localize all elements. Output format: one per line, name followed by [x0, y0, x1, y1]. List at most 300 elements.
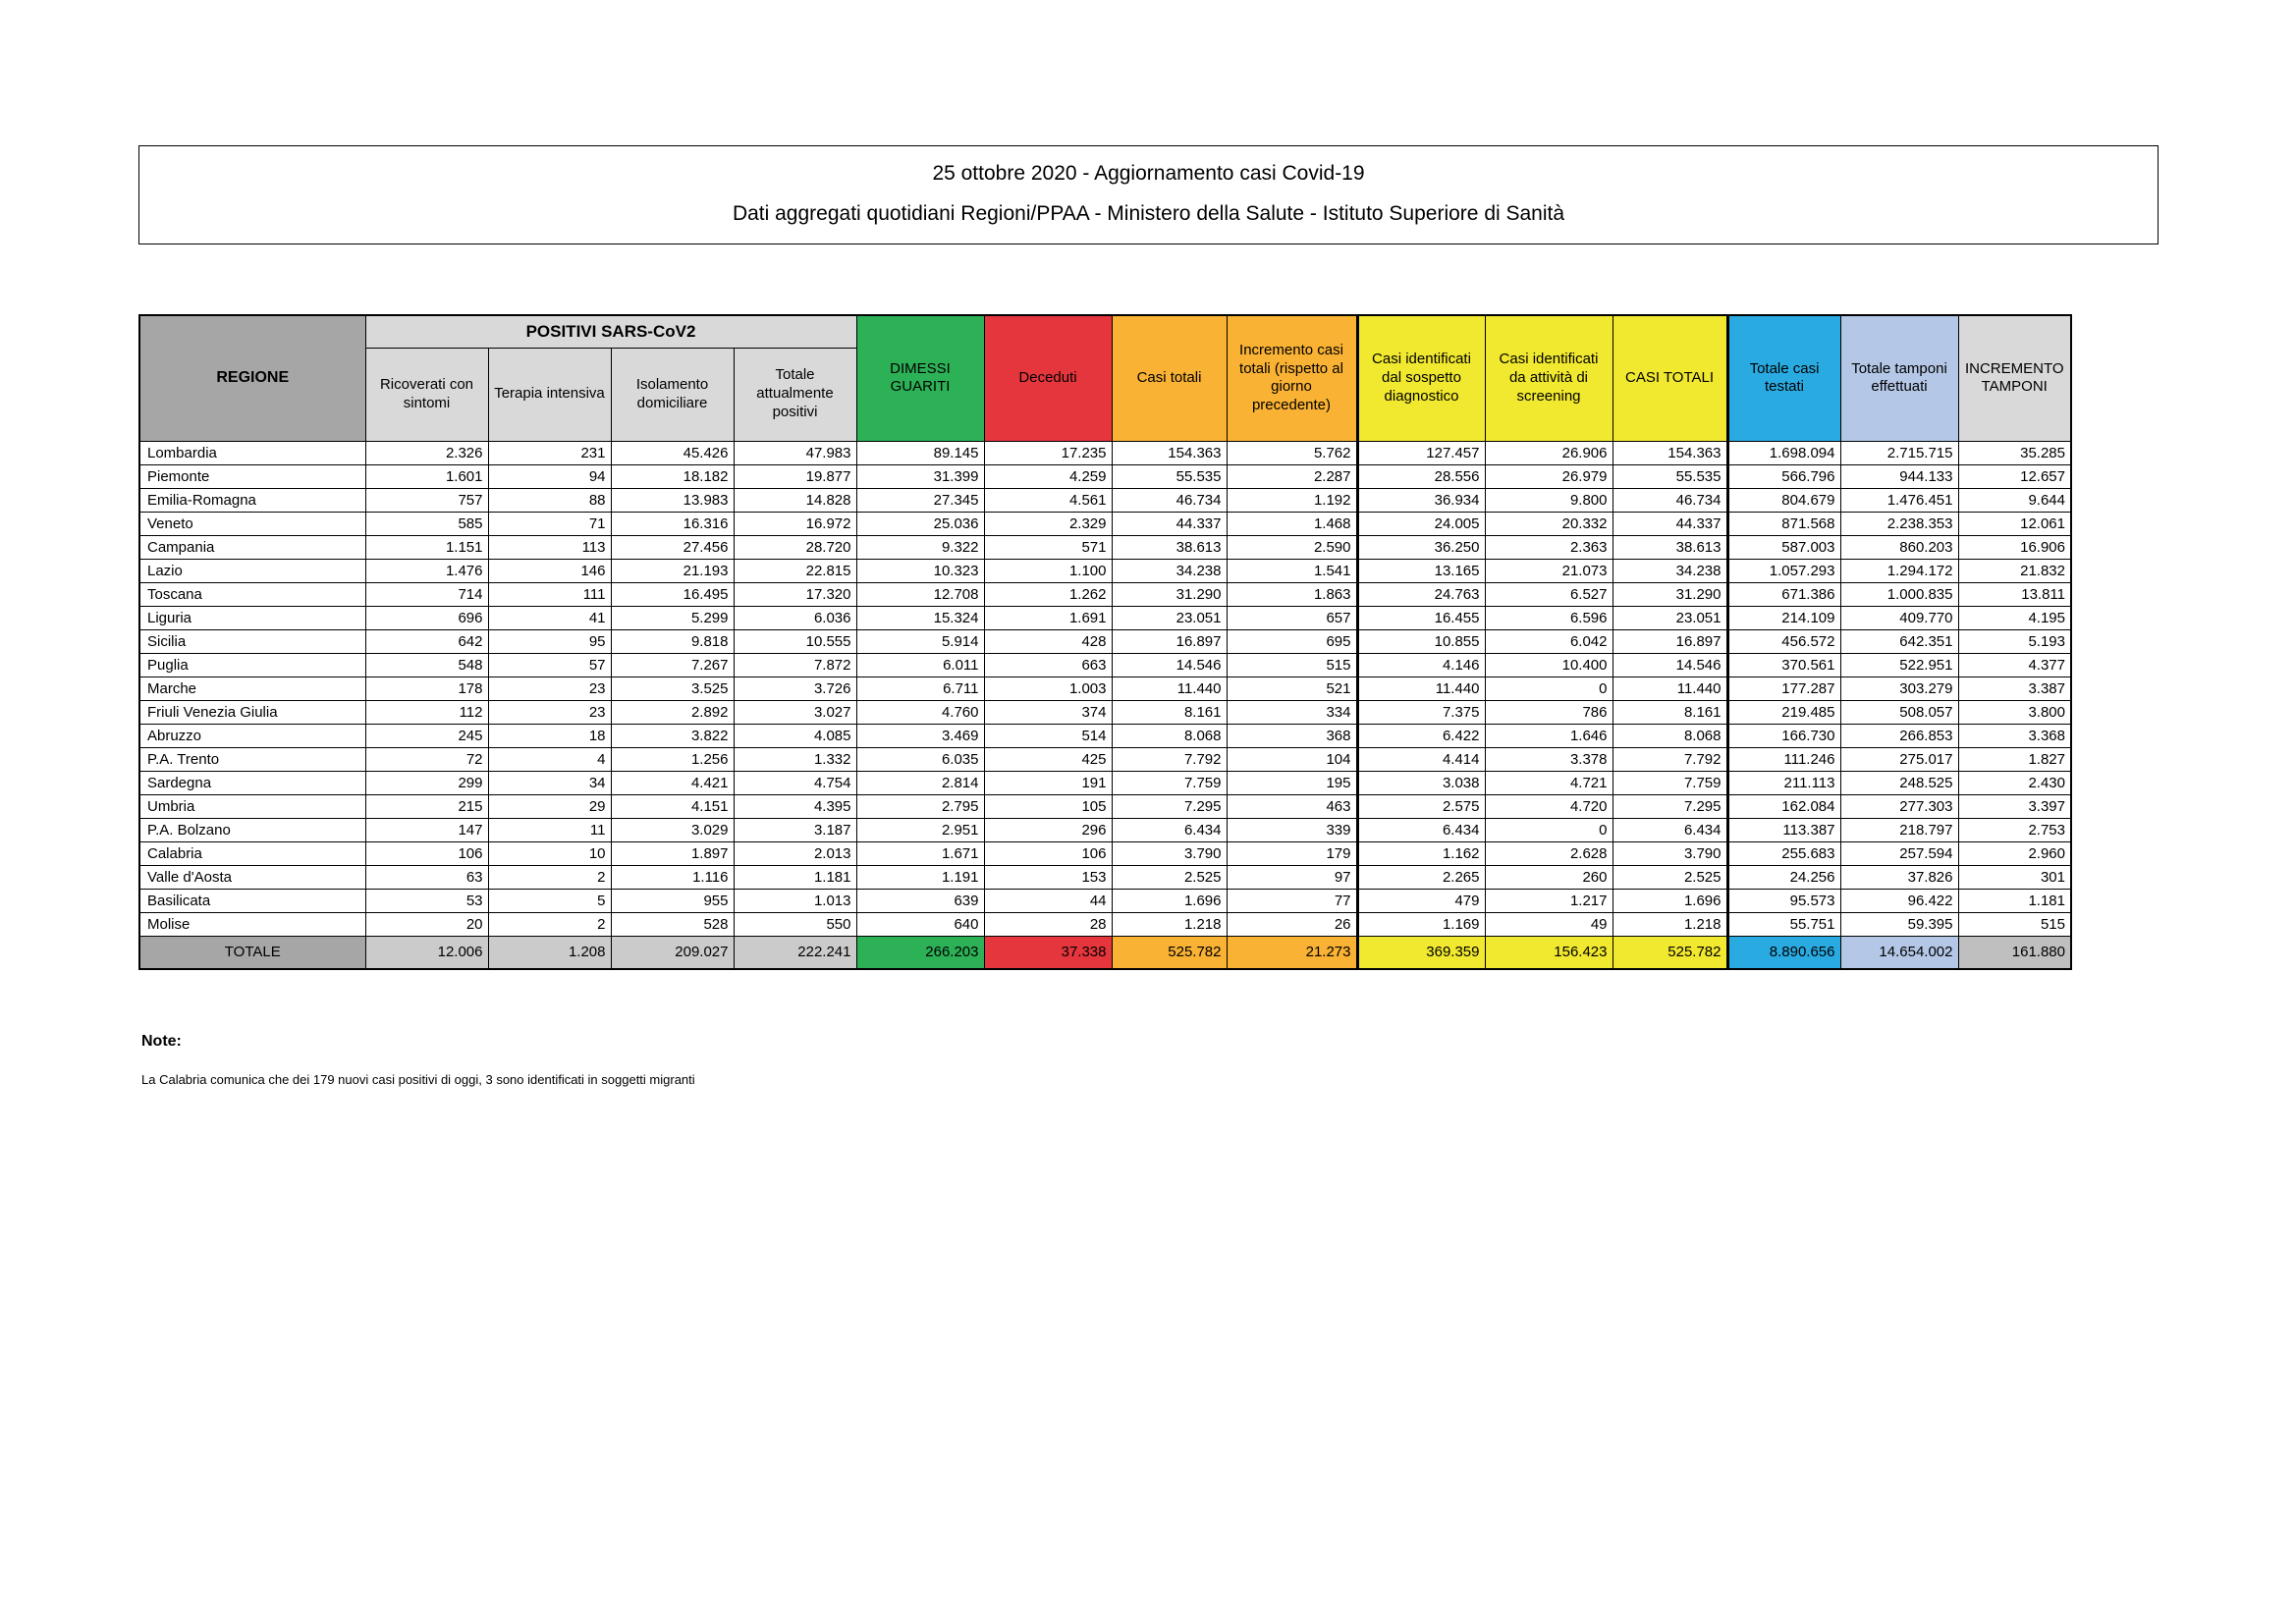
data-cell: 46.734: [1613, 488, 1727, 512]
data-cell: 3.027: [734, 700, 856, 724]
table-row: [139, 889, 2071, 912]
data-cell: 6.036: [734, 606, 856, 629]
data-cell: 106: [365, 841, 488, 865]
data-cell: 1.294.172: [1840, 559, 1958, 582]
data-cell: 6.035: [856, 747, 984, 771]
data-cell: 231: [488, 441, 611, 464]
region-name: Piemonte: [139, 464, 365, 488]
data-cell: 1.181: [1958, 889, 2071, 912]
data-cell: 31.290: [1613, 582, 1727, 606]
data-cell: 127.457: [1357, 441, 1485, 464]
data-cell: 1.218: [1613, 912, 1727, 936]
data-cell: 191: [984, 771, 1112, 794]
data-cell: 218.797: [1840, 818, 1958, 841]
data-cell: 214.109: [1727, 606, 1840, 629]
data-cell: 18: [488, 724, 611, 747]
region-name: Valle d'Aosta: [139, 865, 365, 889]
table-row: [139, 488, 2071, 512]
data-cell: 24.763: [1357, 582, 1485, 606]
data-cell: 5.762: [1227, 441, 1357, 464]
data-cell: 2.525: [1112, 865, 1227, 889]
region-name: Campania: [139, 535, 365, 559]
notes-section: [141, 1033, 695, 1087]
data-cell: 4.146: [1357, 653, 1485, 677]
data-cell: 13.811: [1958, 582, 2071, 606]
region-name: Calabria: [139, 841, 365, 865]
data-cell: 16.897: [1613, 629, 1727, 653]
data-cell: 2.892: [611, 700, 734, 724]
data-cell: 1.192: [1227, 488, 1357, 512]
data-cell: 16.972: [734, 512, 856, 535]
data-cell: 195: [1227, 771, 1357, 794]
data-cell: 2.795: [856, 794, 984, 818]
data-cell: 4.754: [734, 771, 856, 794]
table-row: [139, 677, 2071, 700]
data-cell: 515: [1958, 912, 2071, 936]
data-cell: 2.013: [734, 841, 856, 865]
data-cell: 508.057: [1840, 700, 1958, 724]
table-row: [139, 606, 2071, 629]
data-cell: 111: [488, 582, 611, 606]
data-cell: 36.934: [1357, 488, 1485, 512]
data-cell: 10.855: [1357, 629, 1485, 653]
col-header-deceduti: Deceduti: [984, 315, 1112, 441]
data-cell: 6.434: [1357, 818, 1485, 841]
table-row: [139, 724, 2071, 747]
data-cell: 20: [365, 912, 488, 936]
totals-cell: 156.423: [1485, 936, 1613, 969]
data-cell: 370.561: [1727, 653, 1840, 677]
data-cell: 166.730: [1727, 724, 1840, 747]
data-cell: 154.363: [1112, 441, 1227, 464]
data-cell: 46.734: [1112, 488, 1227, 512]
data-cell: 2.960: [1958, 841, 2071, 865]
data-cell: 3.397: [1958, 794, 2071, 818]
data-cell: 2: [488, 912, 611, 936]
data-cell: 77: [1227, 889, 1357, 912]
data-cell: 55.535: [1613, 464, 1727, 488]
data-cell: 88: [488, 488, 611, 512]
data-cell: 34: [488, 771, 611, 794]
data-cell: 4.561: [984, 488, 1112, 512]
data-cell: 11: [488, 818, 611, 841]
data-cell: 1.151: [365, 535, 488, 559]
data-cell: 1.003: [984, 677, 1112, 700]
col-header-ricoverati: Ricoverati con sintomi: [365, 348, 488, 441]
data-cell: 27.345: [856, 488, 984, 512]
data-cell: 1.013: [734, 889, 856, 912]
totals-cell: 21.273: [1227, 936, 1357, 969]
data-cell: 255.683: [1727, 841, 1840, 865]
data-cell: 550: [734, 912, 856, 936]
data-cell: 1.100: [984, 559, 1112, 582]
totals-cell: 369.359: [1357, 936, 1485, 969]
data-cell: 7.295: [1613, 794, 1727, 818]
data-cell: 1.691: [984, 606, 1112, 629]
data-cell: 6.042: [1485, 629, 1613, 653]
data-cell: 944.133: [1840, 464, 1958, 488]
data-cell: 456.572: [1727, 629, 1840, 653]
data-cell: 211.113: [1727, 771, 1840, 794]
data-cell: 13.983: [611, 488, 734, 512]
data-cell: 8.161: [1112, 700, 1227, 724]
data-cell: 5.193: [1958, 629, 2071, 653]
data-cell: 35.285: [1958, 441, 2071, 464]
data-cell: 16.316: [611, 512, 734, 535]
data-cell: 26.906: [1485, 441, 1613, 464]
region-name: Liguria: [139, 606, 365, 629]
data-cell: 3.790: [1112, 841, 1227, 865]
data-cell: 12.708: [856, 582, 984, 606]
data-cell: 1.057.293: [1727, 559, 1840, 582]
table-row: [139, 441, 2071, 464]
data-cell: 71: [488, 512, 611, 535]
data-cell: 72: [365, 747, 488, 771]
data-cell: 6.422: [1357, 724, 1485, 747]
totals-cell: 209.027: [611, 936, 734, 969]
data-cell: 657: [1227, 606, 1357, 629]
data-cell: 8.068: [1112, 724, 1227, 747]
data-cell: 97: [1227, 865, 1357, 889]
data-cell: 147: [365, 818, 488, 841]
col-header-totale-tamponi: Totale tamponi effettuati: [1840, 315, 1958, 441]
data-cell: 871.568: [1727, 512, 1840, 535]
data-cell: 9.322: [856, 535, 984, 559]
data-cell: 2.628: [1485, 841, 1613, 865]
col-header-regione: REGIONE: [139, 315, 365, 441]
data-cell: 1.601: [365, 464, 488, 488]
totals-cell: 525.782: [1112, 936, 1227, 969]
data-cell: 642: [365, 629, 488, 653]
data-cell: 1.191: [856, 865, 984, 889]
data-cell: 113: [488, 535, 611, 559]
data-cell: 0: [1485, 818, 1613, 841]
table-row: [139, 794, 2071, 818]
data-cell: 296: [984, 818, 1112, 841]
data-cell: 7.792: [1112, 747, 1227, 771]
data-cell: 3.029: [611, 818, 734, 841]
data-cell: 146: [488, 559, 611, 582]
data-cell: 4.421: [611, 771, 734, 794]
data-cell: 3.038: [1357, 771, 1485, 794]
data-cell: 10.323: [856, 559, 984, 582]
data-cell: 521: [1227, 677, 1357, 700]
col-header-casi-totali: Casi totali: [1112, 315, 1227, 441]
data-cell: 21.073: [1485, 559, 1613, 582]
data-cell: 19.877: [734, 464, 856, 488]
data-cell: 1.116: [611, 865, 734, 889]
data-cell: 22.815: [734, 559, 856, 582]
region-name: Sicilia: [139, 629, 365, 653]
data-cell: 26: [1227, 912, 1357, 936]
data-cell: 45.426: [611, 441, 734, 464]
data-cell: 3.800: [1958, 700, 2071, 724]
data-cell: 6.711: [856, 677, 984, 700]
col-header-isolamento: Isolamento domiciliare: [611, 348, 734, 441]
data-cell: 44.337: [1112, 512, 1227, 535]
data-cell: 425: [984, 747, 1112, 771]
region-name: P.A. Bolzano: [139, 818, 365, 841]
data-cell: 95: [488, 629, 611, 653]
data-cell: 248.525: [1840, 771, 1958, 794]
region-name: Umbria: [139, 794, 365, 818]
group-header-positivi: POSITIVI SARS-CoV2: [365, 315, 856, 348]
data-cell: 179: [1227, 841, 1357, 865]
data-cell: 1.476.451: [1840, 488, 1958, 512]
data-cell: 53: [365, 889, 488, 912]
region-name: Puglia: [139, 653, 365, 677]
data-cell: 528: [611, 912, 734, 936]
data-cell: 11.440: [1112, 677, 1227, 700]
data-cell: 16.906: [1958, 535, 2071, 559]
data-cell: 14.828: [734, 488, 856, 512]
data-cell: 49: [1485, 912, 1613, 936]
data-cell: 7.375: [1357, 700, 1485, 724]
data-cell: 260: [1485, 865, 1613, 889]
data-cell: 522.951: [1840, 653, 1958, 677]
data-cell: 860.203: [1840, 535, 1958, 559]
data-cell: 23: [488, 677, 611, 700]
table-row: [139, 559, 2071, 582]
data-cell: 12.657: [1958, 464, 2071, 488]
totals-cell: 525.782: [1613, 936, 1727, 969]
data-cell: 5: [488, 889, 611, 912]
data-cell: 44.337: [1613, 512, 1727, 535]
col-header-terapia-intensiva: Terapia intensiva: [488, 348, 611, 441]
data-cell: 301: [1958, 865, 2071, 889]
data-cell: 1.332: [734, 747, 856, 771]
data-cell: 1.646: [1485, 724, 1613, 747]
data-cell: 11.440: [1357, 677, 1485, 700]
data-cell: 153: [984, 865, 1112, 889]
data-cell: 0: [1485, 677, 1613, 700]
table-row: [139, 912, 2071, 936]
data-cell: 6.434: [1613, 818, 1727, 841]
data-cell: 6.596: [1485, 606, 1613, 629]
table-row: [139, 700, 2071, 724]
table-row: [139, 841, 2071, 865]
totals-cell: 8.890.656: [1727, 936, 1840, 969]
data-cell: 245: [365, 724, 488, 747]
data-cell: 21.193: [611, 559, 734, 582]
data-cell: 368: [1227, 724, 1357, 747]
data-cell: 27.456: [611, 535, 734, 559]
data-cell: 3.469: [856, 724, 984, 747]
data-cell: 1.696: [1613, 889, 1727, 912]
data-cell: 1.671: [856, 841, 984, 865]
data-cell: 1.217: [1485, 889, 1613, 912]
data-cell: 6.434: [1112, 818, 1227, 841]
totals-cell: 161.880: [1958, 936, 2071, 969]
data-cell: 37.826: [1840, 865, 1958, 889]
region-name: Abruzzo: [139, 724, 365, 747]
data-cell: 16.897: [1112, 629, 1227, 653]
totals-row: [139, 936, 2071, 969]
data-cell: 275.017: [1840, 747, 1958, 771]
data-cell: 13.165: [1357, 559, 1485, 582]
data-cell: 4.414: [1357, 747, 1485, 771]
data-cell: 696: [365, 606, 488, 629]
table-row: [139, 865, 2071, 889]
data-cell: 104: [1227, 747, 1357, 771]
data-cell: 112: [365, 700, 488, 724]
data-cell: 786: [1485, 700, 1613, 724]
data-cell: 334: [1227, 700, 1357, 724]
data-cell: 303.279: [1840, 677, 1958, 700]
data-cell: 2.363: [1485, 535, 1613, 559]
data-cell: 10.555: [734, 629, 856, 653]
data-cell: 17.320: [734, 582, 856, 606]
data-cell: 1.169: [1357, 912, 1485, 936]
table-row: [139, 818, 2071, 841]
data-cell: 113.387: [1727, 818, 1840, 841]
data-cell: 4: [488, 747, 611, 771]
col-header-totale-casi-testati: Totale casi testati: [1727, 315, 1840, 441]
region-name: Toscana: [139, 582, 365, 606]
data-cell: 20.332: [1485, 512, 1613, 535]
data-cell: 277.303: [1840, 794, 1958, 818]
table-row: [139, 629, 2071, 653]
data-cell: 663: [984, 653, 1112, 677]
table-row: [139, 464, 2071, 488]
title-box: [138, 145, 2159, 244]
region-name: Molise: [139, 912, 365, 936]
col-header-casi-sospetto-diagnostico: Casi identificati dal sospetto diagnostico: [1357, 315, 1485, 441]
data-cell: 8.161: [1613, 700, 1727, 724]
data-cell: 566.796: [1727, 464, 1840, 488]
data-cell: 21.832: [1958, 559, 2071, 582]
page-subtitle: Dati aggregati quotidiani Regioni/PPAA - Ministero della Salute - Istituto Superiore di Sanità: [732, 202, 1565, 225]
data-cell: 339: [1227, 818, 1357, 841]
data-cell: 29: [488, 794, 611, 818]
data-cell: 4.195: [1958, 606, 2071, 629]
col-header-dimessi-guariti: DIMESSI GUARITI: [856, 315, 984, 441]
data-cell: 63: [365, 865, 488, 889]
notes-text: La Calabria comunica che dei 179 nuovi casi positivi di oggi, 3 sono identificati in soggetti migranti: [141, 1072, 695, 1087]
group-header-row: [139, 315, 2071, 348]
data-cell: 1.476: [365, 559, 488, 582]
data-cell: 57: [488, 653, 611, 677]
data-cell: 28.720: [734, 535, 856, 559]
data-cell: 34.238: [1613, 559, 1727, 582]
data-cell: 7.759: [1613, 771, 1727, 794]
data-cell: 24.256: [1727, 865, 1840, 889]
region-name: Lombardia: [139, 441, 365, 464]
data-cell: 2.715.715: [1840, 441, 1958, 464]
data-cell: 36.250: [1357, 535, 1485, 559]
data-cell: 671.386: [1727, 582, 1840, 606]
data-cell: 10: [488, 841, 611, 865]
data-cell: 4.395: [734, 794, 856, 818]
data-cell: 3.822: [611, 724, 734, 747]
data-cell: 178: [365, 677, 488, 700]
data-cell: 2.590: [1227, 535, 1357, 559]
data-cell: 1.000.835: [1840, 582, 1958, 606]
data-cell: 1.698.094: [1727, 441, 1840, 464]
region-name: Basilicata: [139, 889, 365, 912]
totals-cell: 14.654.002: [1840, 936, 1958, 969]
data-cell: 3.368: [1958, 724, 2071, 747]
data-cell: 55.535: [1112, 464, 1227, 488]
data-cell: 219.485: [1727, 700, 1840, 724]
data-cell: 3.726: [734, 677, 856, 700]
data-cell: 266.853: [1840, 724, 1958, 747]
data-cell: 10.400: [1485, 653, 1613, 677]
totals-cell: 37.338: [984, 936, 1112, 969]
data-cell: 7.295: [1112, 794, 1227, 818]
data-cell: 642.351: [1840, 629, 1958, 653]
data-cell: 4.721: [1485, 771, 1613, 794]
data-cell: 14.546: [1613, 653, 1727, 677]
data-cell: 3.525: [611, 677, 734, 700]
data-cell: 2.326: [365, 441, 488, 464]
data-cell: 2.238.353: [1840, 512, 1958, 535]
data-cell: 7.267: [611, 653, 734, 677]
data-cell: 1.256: [611, 747, 734, 771]
data-cell: 2.575: [1357, 794, 1485, 818]
data-cell: 9.644: [1958, 488, 2071, 512]
data-cell: 639: [856, 889, 984, 912]
data-cell: 4.377: [1958, 653, 2071, 677]
data-cell: 7.792: [1613, 747, 1727, 771]
data-cell: 31.399: [856, 464, 984, 488]
data-cell: 757: [365, 488, 488, 512]
data-cell: 571: [984, 535, 1112, 559]
data-cell: 59.395: [1840, 912, 1958, 936]
data-cell: 14.546: [1112, 653, 1227, 677]
data-cell: 587.003: [1727, 535, 1840, 559]
data-cell: 1.218: [1112, 912, 1227, 936]
data-cell: 9.800: [1485, 488, 1613, 512]
region-name: Sardegna: [139, 771, 365, 794]
data-cell: 6.527: [1485, 582, 1613, 606]
data-cell: 1.696: [1112, 889, 1227, 912]
data-cell: 548: [365, 653, 488, 677]
data-cell: 31.290: [1112, 582, 1227, 606]
data-cell: 515: [1227, 653, 1357, 677]
data-cell: 95.573: [1727, 889, 1840, 912]
data-cell: 514: [984, 724, 1112, 747]
data-cell: 28.556: [1357, 464, 1485, 488]
data-cell: 44: [984, 889, 1112, 912]
region-name: Lazio: [139, 559, 365, 582]
data-cell: 2.329: [984, 512, 1112, 535]
region-name: Marche: [139, 677, 365, 700]
data-cell: 177.287: [1727, 677, 1840, 700]
data-cell: 5.914: [856, 629, 984, 653]
data-cell: 428: [984, 629, 1112, 653]
data-cell: 106: [984, 841, 1112, 865]
data-cell: 16.495: [611, 582, 734, 606]
data-cell: 24.005: [1357, 512, 1485, 535]
data-cell: 25.036: [856, 512, 984, 535]
data-cell: 4.085: [734, 724, 856, 747]
data-cell: 640: [856, 912, 984, 936]
data-cell: 374: [984, 700, 1112, 724]
data-cell: 96.422: [1840, 889, 1958, 912]
region-name: Friuli Venezia Giulia: [139, 700, 365, 724]
data-cell: 23.051: [1112, 606, 1227, 629]
data-cell: 1.827: [1958, 747, 2071, 771]
data-cell: 4.259: [984, 464, 1112, 488]
data-cell: 463: [1227, 794, 1357, 818]
col-header-casi-screening: Casi identificati da attività di screening: [1485, 315, 1613, 441]
data-cell: 804.679: [1727, 488, 1840, 512]
page-title: 25 ottobre 2020 - Aggiornamento casi Covid-19: [932, 162, 1365, 185]
col-header-incremento-casi: Incremento casi totali (rispetto al giorno precedente): [1227, 315, 1357, 441]
region-name: Veneto: [139, 512, 365, 535]
data-cell: 154.363: [1613, 441, 1727, 464]
